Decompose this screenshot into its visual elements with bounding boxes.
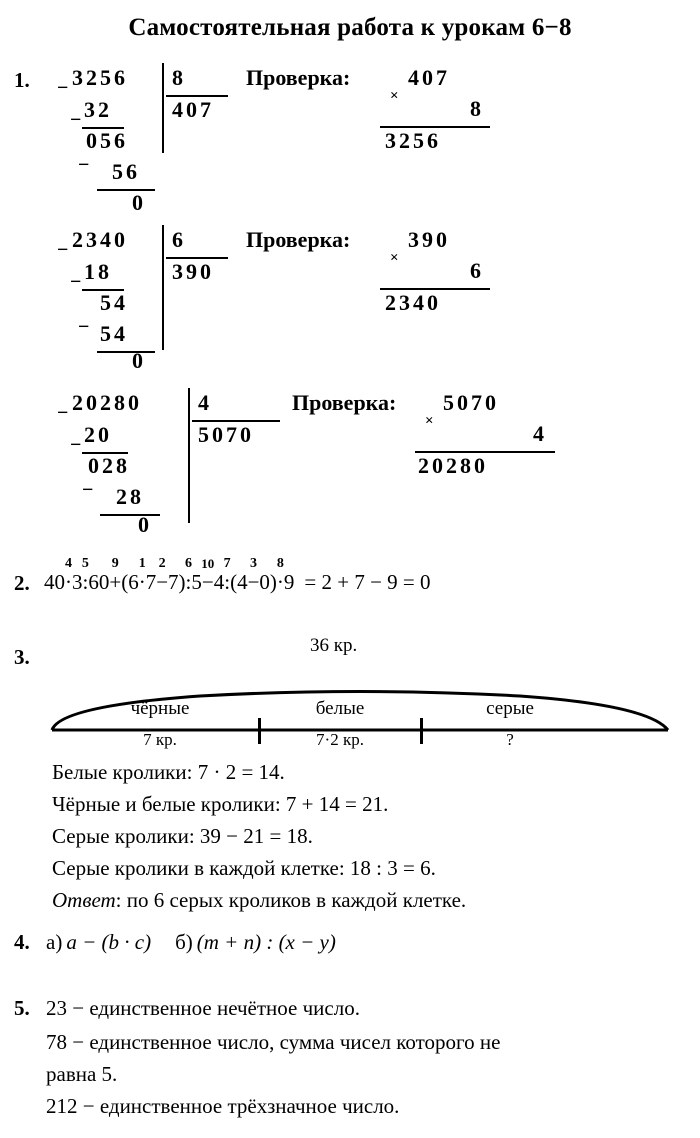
item-number-4: 4. — [14, 930, 30, 954]
factor-2: 4 — [533, 421, 547, 446]
segment-divider-1 — [258, 718, 261, 744]
multiplication-sign: × — [425, 413, 434, 429]
operator-divide-6 — [184, 556, 192, 595]
order-of-operations-expression — [44, 556, 431, 595]
division-separator — [188, 388, 190, 523]
minus-sign: − — [57, 77, 69, 99]
verification-label: Проверка: — [246, 65, 351, 90]
expr-token: ( — [121, 570, 129, 594]
segment-label-white: белые — [315, 698, 365, 719]
solution-line-3: Серые кролики: 39 − 21 = 18. — [52, 824, 313, 848]
multiplication-sign: × — [390, 250, 399, 266]
operator-symbol: + — [109, 570, 122, 594]
minus-sign: − — [57, 239, 69, 261]
answer-text: : по 6 серых кроликов в каждой клетке. — [115, 888, 467, 912]
division-step-1: 18 — [84, 259, 112, 284]
operator-multiply-4 — [65, 556, 72, 595]
division-step-3: 56 — [112, 159, 140, 184]
task5-line-4: 212 − единственное трёхзначное число. — [46, 1094, 400, 1118]
solution-line-4: Серые кролики в каждой клетке: 18 : 3 = 6. — [52, 856, 436, 880]
order-number: 3 — [249, 556, 257, 571]
minus-sign-step: − — [70, 271, 82, 293]
expression-result: = 2 + 7 − 9 = 0 — [304, 570, 431, 594]
verification-label: Проверка: — [246, 227, 351, 252]
order-number: 2 — [158, 556, 166, 571]
division-step-1: 20 — [84, 422, 112, 447]
solution-line-1: Белые кролики: 7 · 2 = 14. — [52, 760, 285, 784]
operator-symbol: : — [185, 570, 192, 594]
order-number: 7 — [223, 556, 231, 571]
option-a-label: а) — [46, 930, 63, 954]
minus-sign-step: − — [78, 154, 90, 176]
expr-token: 40 — [44, 570, 65, 594]
answer-label: Ответ — [52, 888, 116, 912]
segment-divider-2 — [420, 718, 423, 744]
verification-label: Проверка: — [292, 390, 397, 415]
order-number: 9 — [111, 556, 119, 571]
division-step-1: 32 — [84, 97, 112, 122]
segment-value-white: 7·2 кр. — [316, 730, 364, 749]
diagram-total-label: 36 кр. — [310, 635, 358, 656]
order-number: 8 — [276, 556, 284, 571]
factor-2: 8 — [470, 96, 484, 121]
operator-plus-9 — [109, 556, 122, 595]
factor-2: 6 — [470, 258, 484, 283]
operator-minus-2 — [156, 556, 169, 595]
operator-symbol: · — [65, 570, 72, 594]
expr-token: 4 — [213, 570, 225, 594]
minus-sign-step: − — [70, 109, 82, 131]
operator-symbol: : — [224, 570, 231, 594]
order-number: 4 — [65, 556, 72, 571]
operator-symbol: − — [156, 570, 169, 594]
division-remainder: 0 — [132, 348, 146, 373]
solution-line-2: Чёрные и белые кролики: 7 + 14 = 21. — [52, 792, 389, 816]
division-separator — [162, 225, 164, 350]
dividend: 20280 — [72, 390, 142, 415]
expr-token: 60 — [88, 570, 110, 594]
quotient: 5070 — [198, 422, 254, 447]
quotient: 390 — [172, 259, 214, 284]
expr-token: 7 — [168, 570, 179, 594]
division-step-3: 28 — [116, 484, 144, 509]
operator-multiply-8 — [276, 556, 284, 595]
order-number: 1 — [138, 556, 146, 571]
divisor: 6 — [172, 227, 186, 252]
division-step-3: 54 — [100, 321, 128, 346]
expr-token: 5 — [191, 570, 202, 594]
product: 20280 — [418, 453, 488, 478]
dividend: 3256 — [72, 65, 128, 90]
division-remainder: 0 — [138, 512, 152, 537]
minus-sign: − — [57, 402, 69, 424]
order-number: 6 — [184, 556, 192, 571]
dividend: 2340 — [72, 227, 128, 252]
minus-sign-step: − — [78, 316, 90, 338]
factor-1: 407 — [408, 65, 450, 90]
expr-token: 3 — [72, 570, 83, 594]
expr-token: ( — [230, 570, 238, 594]
task4-expressions — [46, 930, 336, 955]
divisor: 4 — [198, 390, 212, 415]
operator-symbol: − — [201, 570, 214, 594]
operator-symbol: · — [276, 570, 284, 594]
step-underline-2 — [97, 189, 155, 191]
order-number: 10 — [201, 556, 215, 571]
quotient: 407 — [172, 97, 214, 122]
division-step-2: 056 — [86, 128, 128, 153]
answer-line — [52, 888, 466, 913]
task5-line-1: 23 − единственное нечётное число. — [46, 996, 360, 1020]
item-number-5: 5. — [14, 996, 30, 1020]
operator-symbol: − — [247, 570, 260, 594]
expr-token: 6 — [128, 570, 139, 594]
expr-token: ) — [269, 570, 277, 594]
option-b-label: б) — [175, 930, 193, 954]
product: 3256 — [385, 128, 441, 153]
product: 2340 — [385, 290, 441, 315]
segment-label-grey: серые — [486, 698, 534, 719]
division-step-2: 54 — [100, 290, 128, 315]
operator-symbol: · — [138, 570, 146, 594]
expr-token: ) — [178, 570, 186, 594]
operator-minus-3 — [247, 556, 260, 595]
expr-token: 4 — [237, 570, 248, 594]
factor-1: 5070 — [443, 390, 499, 415]
operator-minus-10 — [201, 556, 215, 595]
operator-multiply-1 — [138, 556, 146, 595]
option-a-expression: a − (b · c) — [66, 930, 152, 954]
division-separator — [162, 63, 164, 153]
division-remainder: 0 — [132, 190, 146, 215]
option-b-expression: (m + n) : (x − y) — [196, 930, 336, 954]
segment-label-black: чёрные — [130, 698, 190, 719]
division-step-2: 028 — [88, 453, 130, 478]
factor-1: 390 — [408, 227, 450, 252]
rabbit-bar-diagram — [0, 625, 700, 755]
page-title: Самостоятельная работа к урокам 6−8 — [128, 14, 572, 41]
multiplication-sign: × — [390, 88, 399, 104]
segment-value-grey: ? — [506, 730, 514, 749]
divisor: 8 — [172, 65, 186, 90]
operator-symbol: : — [82, 570, 89, 594]
expr-token: 0 — [259, 570, 270, 594]
task5-line-3: равна 5. — [46, 1062, 118, 1086]
operator-divide-5 — [81, 556, 89, 595]
expr-token: 7 — [145, 570, 157, 594]
item-number-3: 3. — [14, 645, 30, 669]
item-number-1: 1. — [14, 68, 30, 92]
operator-divide-7 — [223, 556, 231, 595]
item-number-2: 2. — [14, 571, 30, 595]
minus-sign-step: − — [70, 434, 82, 456]
step-underline-2 — [97, 351, 155, 353]
expr-token: 9 — [283, 570, 295, 594]
task5-line-2: 78 − единственное число, сумма чисел которого не — [46, 1030, 501, 1054]
segment-value-black: 7 кр. — [143, 730, 177, 749]
minus-sign-step: − — [82, 479, 94, 501]
order-number: 5 — [81, 556, 89, 571]
